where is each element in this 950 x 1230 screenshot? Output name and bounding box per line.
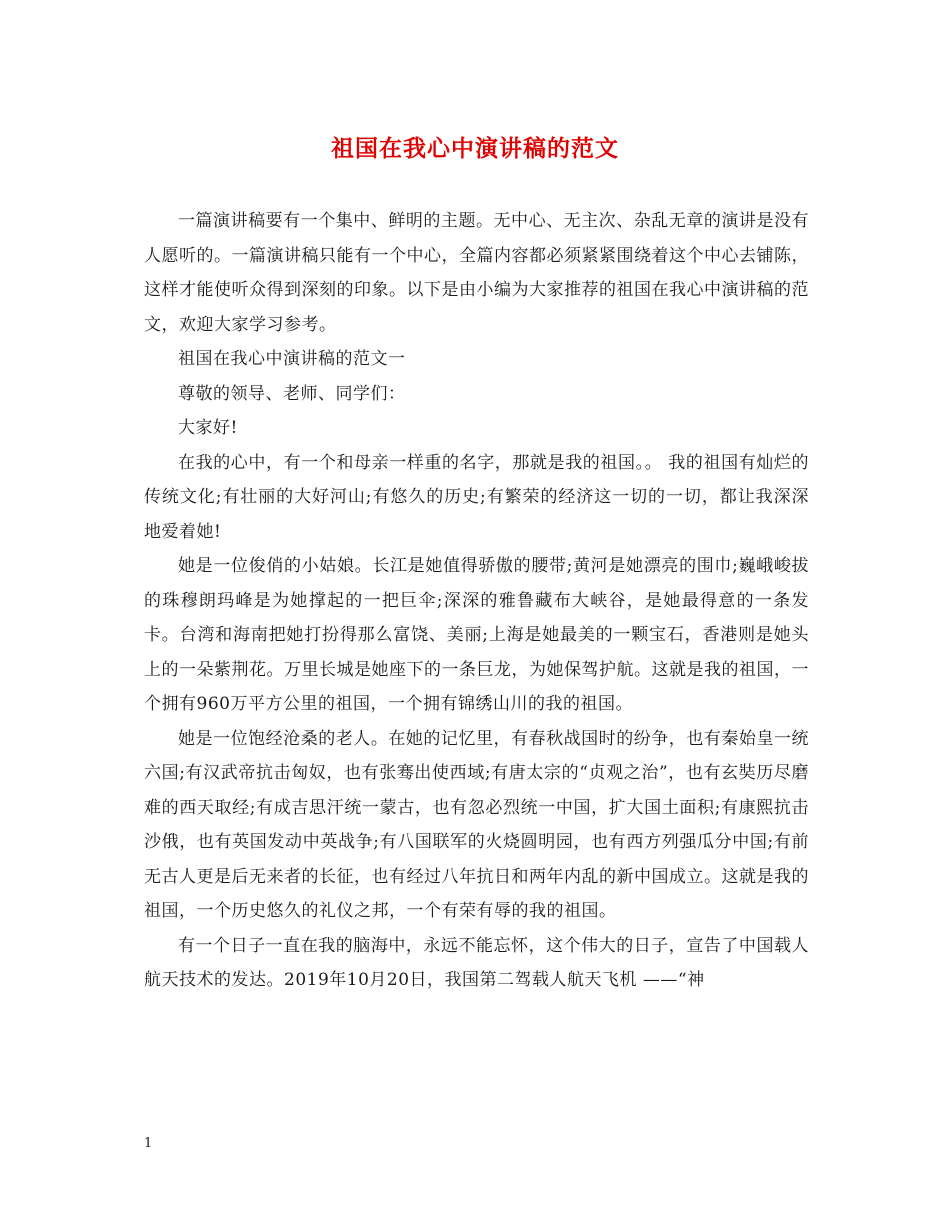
paragraph-motherland-name: 在我的心中，有一个和母亲一样重的名字，那就是我的祖国。。 我的祖国有灿烂的传统文化;有壮丽的大好河山;有悠久的历史;有繁荣的经济这一切的一切，都让我深深地爱着她! (144, 452, 809, 542)
paragraph-old-person: 她是一位饱经沧桑的老人。在她的记忆里，有春秋战国时的纷争，也有秦始皇一统六国;有汉武帝抗击匈奴，也有张骞出使西域;有唐太宗的“贞观之治”，也有玄奘历尽磨难的西天取经;有成吉思汗统一蒙古，也有忽必烈统一中国，扩大国土面积;有康熙抗击沙俄，也有英国发动中英战争;有八国联军的火烧圆明园，也有西方列强瓜分中国;有前无古人更是后无来者的长征，也有经过八年抗日和两年内乱的新中国成立。这就是我的祖国，一个历史悠久的礼仪之邦，一个有荣有辱的我的祖国。 (144, 728, 809, 921)
paragraph-greeting: 大家好! (178, 418, 238, 438)
paragraph-space-day: 有一个日子一直在我的脑海中，永远不能忘怀，这个伟大的日子，宣告了中国载人航天技术的发达。2019年10月20日，我国第二驾载人航天飞机 ——“神 (144, 935, 809, 990)
paragraph-subtitle: 祖国在我心中演讲稿的范文一 (178, 349, 406, 369)
page-number: 1 (144, 1136, 153, 1151)
paragraph-young-girl: 她是一位俊俏的小姑娘。长江是她值得骄傲的腰带;黄河是她漂亮的围巾;巍峨峻拔的珠穆朗玛峰是为她撑起的一把巨伞;深深的雅鲁藏布大峡谷，是她最得意的一条发卡。台湾和海南把她打扮得那么富饶、美丽;上海是她最美的一颗宝石，香港则是她头上的一朵紫荆花。万里长城是她座下的一条巨龙，为她保驾护航。这就是我的祖国，一个拥有960万平方公里的祖国，一个拥有锦绣山川的我的祖国。 (144, 556, 809, 714)
paragraph-salutation: 尊敬的领导、老师、同学们： (178, 383, 406, 404)
document-body (144, 204, 809, 998)
paragraph-intro: 一篇演讲稿要有一个集中、鲜明的主题。无中心、无主次、杂乱无章的演讲是没有人愿听的。一篇演讲稿只能有一个中心，全篇内容都必须紧紧围绕着这个中心去铺陈，这样才能使听众得到深刻的印象。以下是由小编为大家推荐的祖国在我心中演讲稿的范文，欢迎大家学习参考。 (144, 211, 809, 335)
document-title: 祖国在我心中演讲稿的范文 (331, 135, 619, 162)
